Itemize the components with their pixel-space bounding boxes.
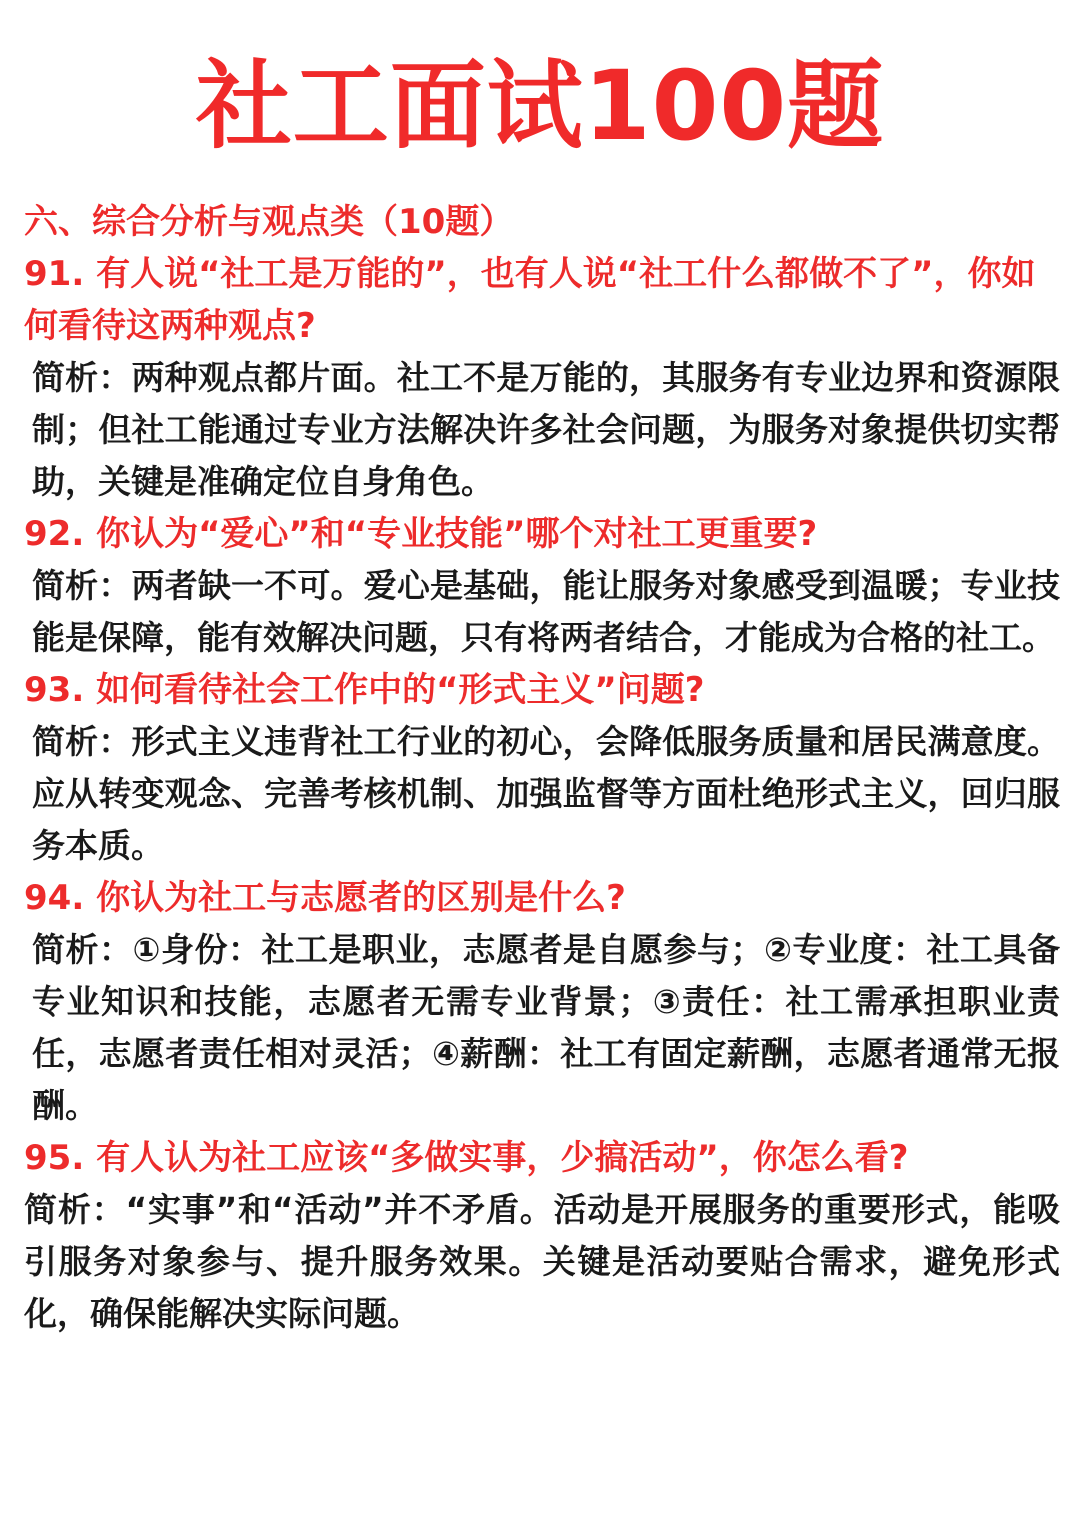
answer-95: 简析：“实事”和“活动”并不矛盾。活动是开展服务的重要形式，能吸引服务对象参与、提升服务效果。关键是活动要贴合需求，避免形式化，确保能解决实际问题。 <box>24 1190 1060 1333</box>
question-93: 93. 如何看待社会工作中的“形式主义”问题? <box>24 670 705 710</box>
answer-94: 简析：①身份：社工是职业，志愿者是自愿参与；②专业度：社工具备专业知识和技能，志愿者无需专业背景；③责任：社工需承担职业责任，志愿者责任相对灵活；④薪酬：社工有固定薪酬，志愿者通常无报酬。 <box>32 930 1060 1125</box>
section-heading: 六、综合分析与观点类（10题） <box>24 202 514 242</box>
question-95: 95. 有人认为社工应该“多做实事，少搞活动”，你怎么看? <box>24 1138 909 1178</box>
question-92: 92. 你认为“爱心”和“专业技能”哪个对社工更重要? <box>24 514 818 554</box>
content <box>24 196 1060 1340</box>
answer-91: 简析：两种观点都片面。社工不是万能的，其服务有专业边界和资源限制；但社工能通过专业方法解决许多社会问题，为服务对象提供切实帮助，关键是准确定位自身角色。 <box>32 358 1060 501</box>
page-title: 社工面试100题 <box>195 50 885 162</box>
answer-92: 简析：两者缺一不可。爱心是基础，能让服务对象感受到温暖；专业技能是保障，能有效解决问题，只有将两者结合，才能成为合格的社工。 <box>32 566 1060 657</box>
question-94: 94. 你认为社工与志愿者的区别是什么? <box>24 878 626 918</box>
answer-93: 简析：形式主义违背社工行业的初心，会降低服务质量和居民满意度。应从转变观念、完善考核机制、加强监督等方面杜绝形式主义，回归服务本质。 <box>32 722 1060 865</box>
question-91: 91. 有人说“社工是万能的”，也有人说“社工什么都做不了”，你如何看待这两种观点? <box>24 254 1036 346</box>
